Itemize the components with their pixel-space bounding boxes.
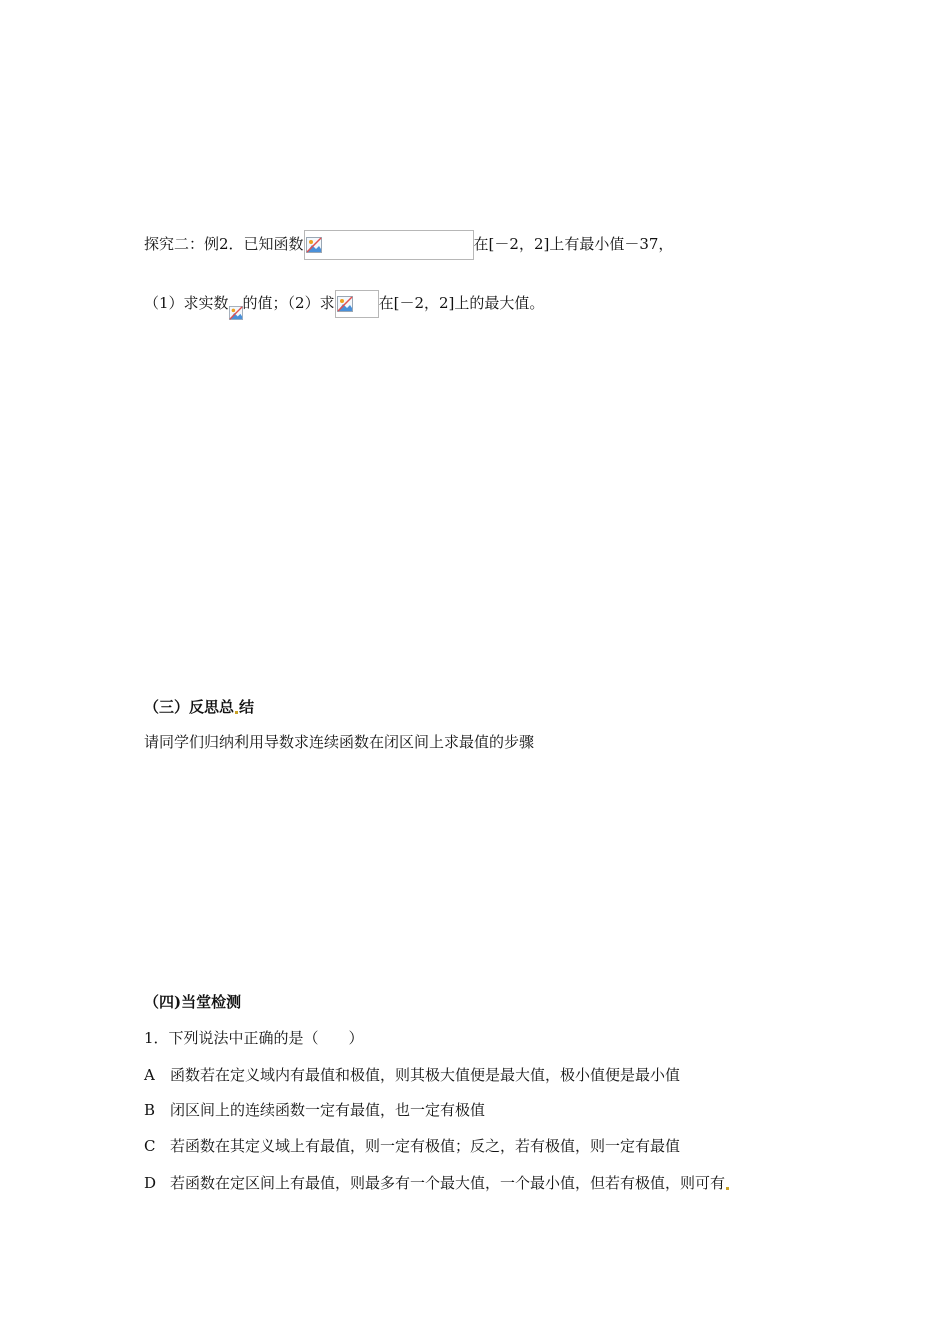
example2-q2-text: 在[－2，2]上的最大值。	[378, 294, 545, 312]
example2-q1-text: （1）求实数	[144, 294, 229, 312]
example2-suffix: 在[－2，2]上有最小值－37，	[473, 235, 674, 253]
section4-heading: （四)当堂检测	[144, 993, 242, 1011]
option-d: D 若函数在定区间上有最值，则最多有一个最大值，一个最小值，但若有极值，则可有	[144, 1173, 730, 1193]
option-b: B 闭区间上的连续函数一定有最值，也一定有极值	[144, 1101, 486, 1119]
function-image	[335, 290, 379, 318]
option-c: C 若函数在其定义域上有最值，则一定有极值；反之，若有极值，则一定有最值	[144, 1137, 681, 1155]
broken-image-icon	[306, 237, 322, 253]
section3-text: 请同学们归纳利用导数求连续函数在闭区间上求最值的步骤	[144, 733, 535, 751]
mark-dot	[726, 1187, 729, 1190]
example2-line2	[144, 290, 544, 320]
example2-prefix: 探究二：例2．已知函数	[144, 235, 304, 253]
function-formula-image	[304, 230, 474, 260]
question-1: 1．下列说法中正确的是（ ）	[144, 1029, 364, 1047]
broken-image-icon	[229, 306, 243, 320]
example2-q1-tail: 的值；（2）求	[242, 294, 335, 312]
mark-dot	[235, 711, 238, 714]
example2-line1	[144, 230, 673, 260]
section3-heading: （三）反思总 结	[144, 698, 255, 716]
option-a: A 函数若在定义域内有最值和极值，则其极大值便是最大值，极小值便是最小值	[144, 1066, 681, 1084]
broken-image-icon	[337, 296, 353, 312]
